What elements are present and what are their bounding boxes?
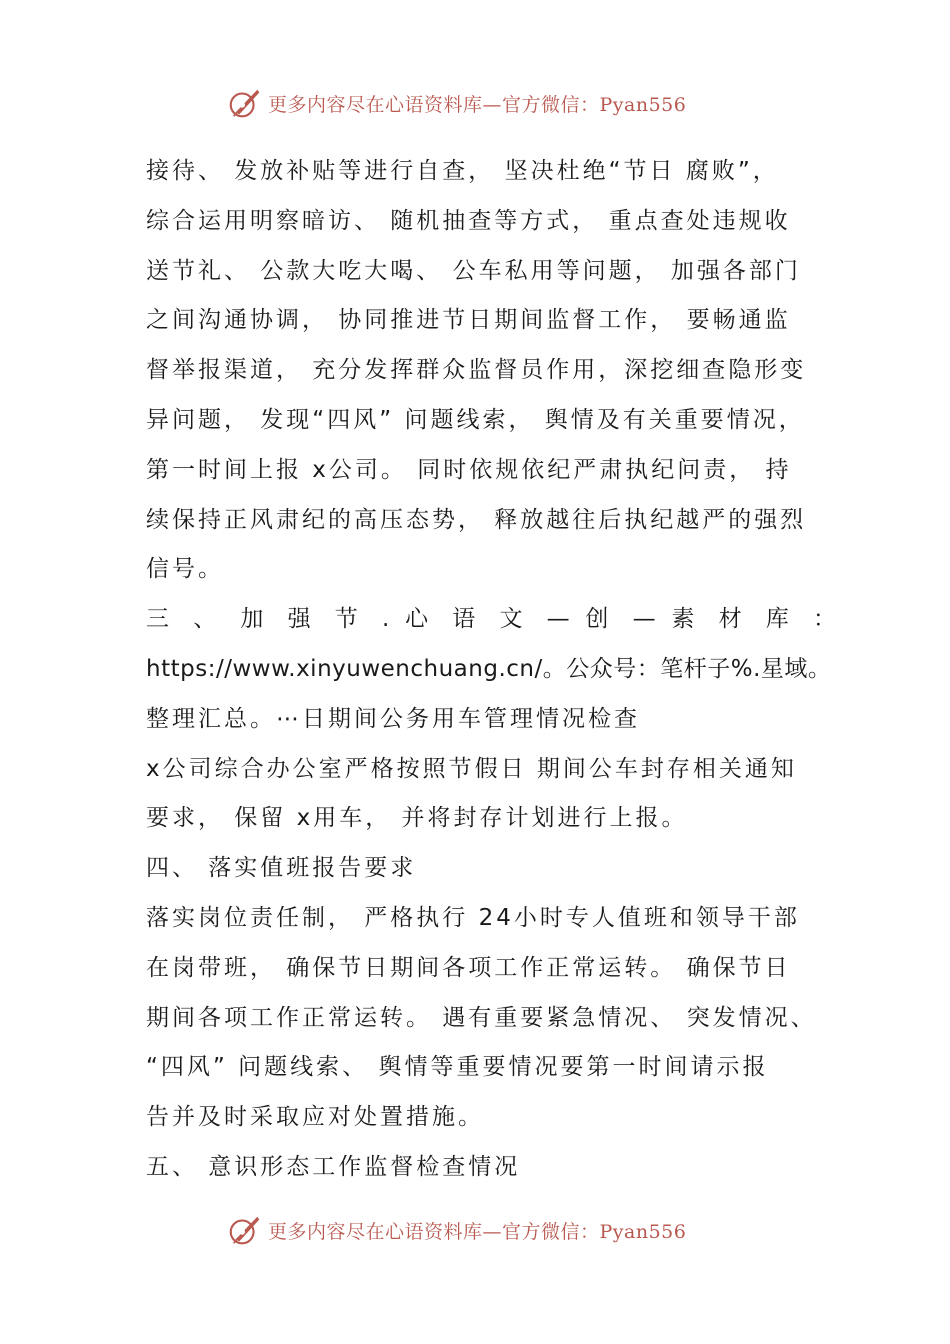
body-line: 期间各项工作正常运转。 遇有重要紧急情况、 突发情况、	[146, 1004, 817, 1031]
header-watermark-banner	[226, 83, 686, 123]
body-line: x公司综合办公室严格按照节假日 期间公车封存相关通知	[146, 755, 797, 782]
body-line: 要求， 保留 x用车， 并将封存计划进行上报。	[146, 805, 688, 832]
body-line: 落实岗位责任制， 严格执行 24小时专人值班和领导干部	[146, 904, 800, 931]
footer-watermark-banner	[226, 1210, 686, 1250]
body-line: 在岗带班， 确保节日期间各项工作正常运转。 确保节日	[146, 954, 791, 981]
body-line: 信号。	[146, 556, 224, 583]
body-line: “四风” 问题线索、 舆情等重要情况要第一时间请示报	[146, 1054, 769, 1081]
body-line: 督举报渠道， 充分发挥群众监督员作用，深挖细查隐形变	[146, 357, 807, 384]
header-watermark-text: 更多内容尽在心语资料库—官方微信：Pyan556	[268, 93, 687, 116]
section-heading-five: 五、 意识形态工作监督检查情况	[146, 1153, 521, 1180]
body-line: 整理汇总。⋯日期间公务用车管理情况检查	[146, 705, 640, 732]
body-line: 续保持正风肃纪的高压态势， 释放越往后执纪越严的强烈	[146, 506, 807, 533]
section-heading-four: 四、 落实值班报告要求	[146, 855, 417, 882]
body-line: 之间沟通协调， 协同推进节日期间监督工作， 要畅通监	[146, 307, 791, 334]
quill-logo-icon	[226, 84, 264, 122]
footer-watermark-text: 更多内容尽在心语资料库—官方微信：Pyan556	[268, 1220, 687, 1243]
document-body	[146, 147, 836, 1193]
body-line: 异问题， 发现“四风” 问题线索， 舆情及有关重要情况，	[146, 406, 805, 433]
body-line: 送节礼、 公款大吃大喝、 公车私用等问题， 加强各部门	[146, 257, 801, 284]
body-line-url: https://www.xinyuwenchuang.cn/。公众号：笔杆子%.星域。	[146, 655, 832, 682]
body-line: 第一时间上报 x公司。 同时依规依纪严肃执纪问责， 持	[146, 456, 792, 483]
body-line: 接待、 发放补贴等进行自查， 坚决杜绝“节日 腐败”，	[146, 158, 779, 184]
body-line: 告并及时采取应对处置措施。	[146, 1104, 484, 1131]
section-heading-three: 三 、 加 强 节 . 心 语 文 — 创 — 素 材 库 ：	[146, 606, 836, 633]
body-line: 综合运用明察暗访、 随机抽查等方式， 重点查处违规收	[146, 207, 791, 234]
quill-logo-icon	[226, 1211, 264, 1249]
